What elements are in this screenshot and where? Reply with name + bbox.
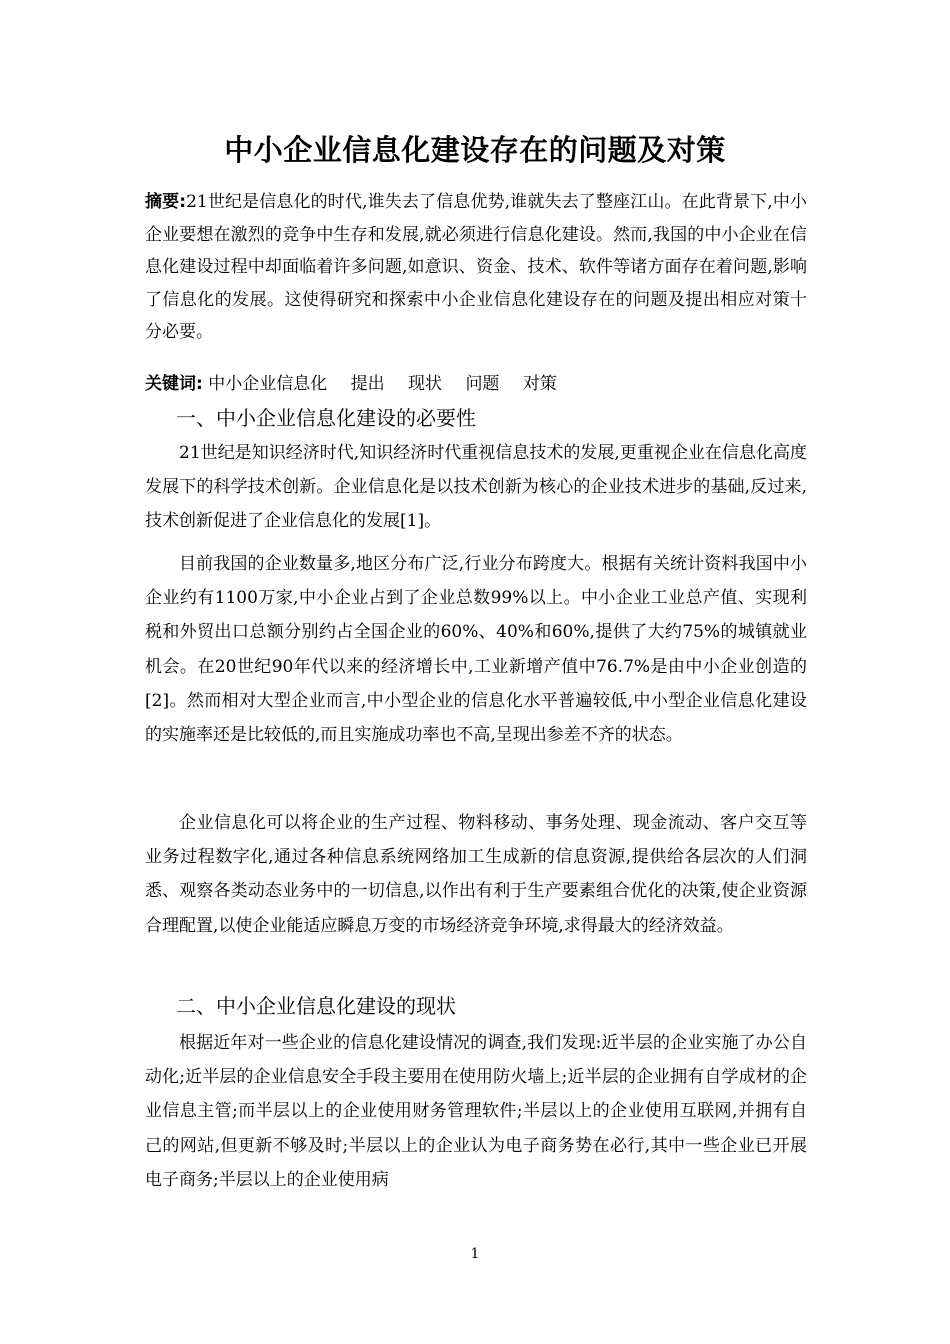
paragraph: 21世纪是知识经济时代,知识经济时代重视信息技术的发展,更重视企业在信息化高度发展下的科学技术创新。企业信息化是以技术创新为核心的企业技术进步的基础,反过来,技术创新促进了企业信息化的发展[1]。 <box>145 443 807 532</box>
section-heading: 二、中小企业信息化建设的现状 <box>176 994 456 1018</box>
section-heading: 一、中小企业信息化建设的必要性 <box>176 406 476 430</box>
abstract-text: 21世纪是信息化的时代,谁失去了信息优势,谁就失去了整座江山。在此背景下,中小企业要想在激烈的竞争中生存和发展,就必须进行信息化建设。然而,我国的中小企业在信息化建设过程中却面临着许多问题,如意识、资金、技术、软件等诸方面存在着问题,影响了信息化的发展。这使得研究和探索中小企业信息化建设存在的问题及提出相应对策十分必要。 <box>145 192 807 343</box>
keywords <box>145 372 575 396</box>
keyword: 中小企业信息化 <box>208 374 328 394</box>
paragraph: 根据近年对一些企业的信息化建设情况的调查,我们发现:近半层的企业实施了办公自动化;近半层的企业信息安全手段主要用在使用防火墙上;近半层的企业拥有自学成材的企业信息主管;而半层以上的企业使用财务管理软件;半层以上的企业使用互联网,并拥有自己的网站,但更新不够及时;半层以上的企业认为电子商务势在必行,其中一些企业已开展电子商务;半层以上的企业使用病 <box>145 1033 807 1190</box>
keywords-label: 关键词: <box>145 374 203 394</box>
keyword: 提出 <box>350 374 385 394</box>
keyword: 问题 <box>465 374 500 394</box>
keyword: 对策 <box>522 374 557 394</box>
page-number: 1 <box>470 1246 480 1262</box>
document-title: 中小企业信息化建设存在的问题及对策 <box>224 133 726 167</box>
paragraph: 企业信息化可以将企业的生产过程、物料移动、事务处理、现金流动、客户交互等业务过程数字化,通过各种信息系统网络加工生成新的信息资源,提供给各层次的人们洞悉、观察各类动态业务中的一切信息,以作出有利于生产要素组合优化的决策,使企业资源合理配置,以使企业能适应瞬息万变的市场经济竞争环境,求得最大的经济效益。 <box>145 813 807 936</box>
keyword: 现状 <box>408 374 443 394</box>
paragraph: 目前我国的企业数量多,地区分布广泛,行业分布跨度大。根据有关统计资料我国中小企业约有1100万家,中小企业占到了企业总数99%以上。中小企业工业总产值、实现利税和外贸出口总额分别约占全国企业的60%、40%和60%,提供了大约75%的城镇就业机会。在20世纪90年代以来的经济增长中,工业新增产值中76.7%是由中小企业创造的[2]。然而相对大型企业而言,中小型企业的信息化水平普遍较低,中小型企业信息化建设的实施率还是比较低的,而且实施成功率也不高,呈现出参差不齐的状态。 <box>145 554 807 746</box>
abstract-label: 摘要: <box>145 192 187 212</box>
abstract <box>145 186 807 349</box>
